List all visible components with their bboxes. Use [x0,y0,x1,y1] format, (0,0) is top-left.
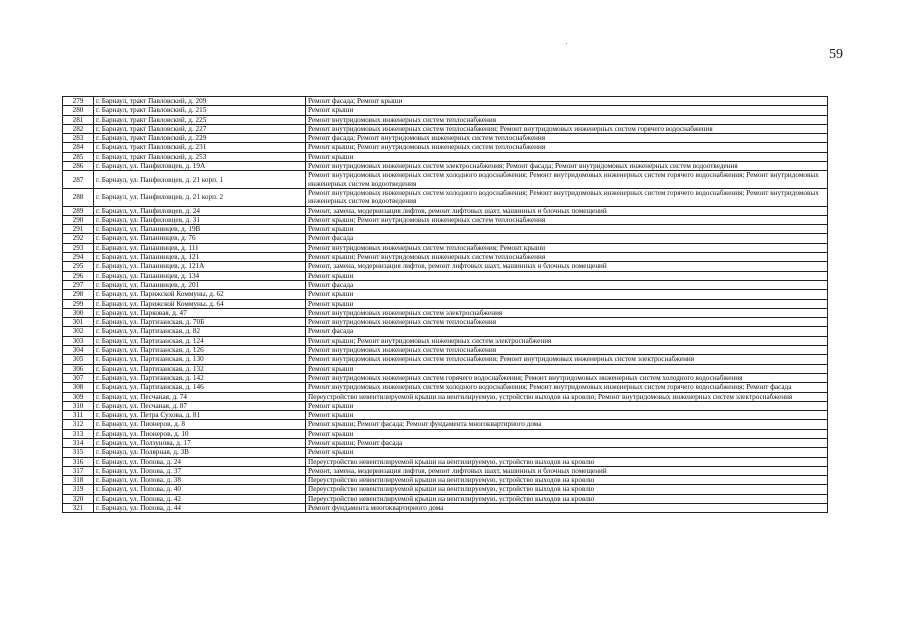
row-number-cell: 293 [63,243,94,252]
table-row [63,336,828,345]
address-cell: г. Барнаул, ул. Попова, д. 42 [94,494,306,503]
row-number-cell: 281 [63,115,94,124]
work-type-cell: Ремонт крыши [306,225,828,234]
row-number-cell: 284 [63,143,94,152]
address-cell: г. Барнаул, ул. Парижской Коммуны, д. 64 [94,299,306,308]
work-type-cell: Ремонт крыши; Ремонт внутридомовых инженерных систем теплоснабжения [306,143,828,152]
table-row [63,97,828,106]
work-type-cell: Ремонт внутридомовых инженерных систем теплоснабжения; Ремонт внутридомовых инженерных систем горячего водоснабжения [306,124,828,133]
row-number-cell: 298 [63,290,94,299]
address-cell: г. Барнаул, ул. Полярная, д. 3В [94,448,306,457]
work-type-cell: Переустройство невентилируемой крыши на вентилируемую, устройство выходов на кровлю [306,485,828,494]
work-type-cell: Ремонт крыши [306,106,828,115]
row-number-cell: 294 [63,253,94,262]
row-number-cell: 301 [63,318,94,327]
address-cell: г. Барнаул, ул. Песчаная, д. 87 [94,401,306,410]
address-cell: г. Барнаул, ул. Петра Сухова, д. 81 [94,411,306,420]
row-number-cell: 280 [63,106,94,115]
table-row [63,383,828,392]
row-number-cell: 292 [63,234,94,243]
address-cell: г. Барнаул, ул. Партизанская, д. 70Б [94,318,306,327]
table-row [63,494,828,503]
table-row [63,215,828,224]
row-number-cell: 313 [63,429,94,438]
address-cell: г. Барнаул, ул. Панфиловцев, д. 24 [94,206,306,215]
table-row [63,318,828,327]
work-type-cell: Ремонт внутридомовых инженерных систем теплоснабжения [306,115,828,124]
work-type-cell: Ремонт крыши; Ремонт внутридомовых инженерных систем теплоснабжения [306,215,828,224]
row-number-cell: 296 [63,271,94,280]
table-row [63,411,828,420]
row-number-cell: 279 [63,97,94,106]
work-type-cell: Ремонт крыши [306,152,828,161]
address-cell: г. Барнаул, ул. Папанинцев, д. 201 [94,280,306,289]
address-cell: г. Барнаул, ул. Парковая, д. 47 [94,308,306,317]
table-row [63,262,828,271]
address-cell: г. Барнаул, ул. Папанинцев, д. 111 [94,243,306,252]
row-number-cell: 295 [63,262,94,271]
address-cell: г. Барнаул, ул. Попова, д. 40 [94,485,306,494]
address-cell: г. Барнаул, ул. Панфиловцев, д. 19А [94,162,306,171]
work-type-cell: Ремонт крыши; Ремонт внутридомовых инженерных систем электроснабжения [306,336,828,345]
table-row [63,106,828,115]
table-row [63,152,828,161]
work-type-cell: Ремонт внутридомовых инженерных систем электроснабжения; Ремонт фасада; Ремонт внутридомовых инженерных систем водоотведения [306,162,828,171]
work-type-cell: Ремонт, замена, модернизация лифтов, ремонт лифтовых шахт, машинных и блочных помещений [306,466,828,475]
address-cell: г. Барнаул, ул. Попова, д. 38 [94,476,306,485]
address-cell: г. Барнаул, ул. Попова, д. 37 [94,466,306,475]
address-cell: г. Барнаул, тракт Павловский, д. 215 [94,106,306,115]
work-type-cell: Ремонт крыши; Ремонт фасада [306,438,828,447]
work-type-cell: Ремонт внутридомовых инженерных систем холодного водоснабжения; Ремонт внутридомовых инженерных систем горячего водоснабжения; Ремонт внутридомовых инженерных систем водоотведения [306,171,828,189]
work-type-cell: Переустройство невентилируемой крыши на вентилируемую, устройство выходов на кровлю; Ремонт внутридомовых инженерных систем электроснабжения [306,392,828,401]
row-number-cell: 304 [63,346,94,355]
table-row [63,299,828,308]
address-cell: г. Барнаул, ул. Пионеров, д. 10 [94,429,306,438]
row-number-cell: 287 [63,171,94,189]
work-type-cell: Переустройство невентилируемой крыши на вентилируемую, устройство выходов на кровлю [306,494,828,503]
work-type-cell: Ремонт крыши [306,448,828,457]
row-number-cell: 306 [63,364,94,373]
address-cell: г. Барнаул, ул. Папанинцев, д. 19В [94,225,306,234]
work-type-cell: Переустройство невентилируемой крыши на вентилируемую, устройство выходов на кровлю [306,476,828,485]
address-cell: г. Барнаул, ул. Попова, д. 24 [94,457,306,466]
scan-speck [566,43,567,44]
row-number-cell: 315 [63,448,94,457]
table-row [63,124,828,133]
table-row [63,448,828,457]
address-cell: г. Барнаул, ул. Папанинцев, д. 121А [94,262,306,271]
address-cell: г. Барнаул, ул. Папанинцев, д. 76 [94,234,306,243]
row-number-cell: 308 [63,383,94,392]
table-row [63,346,828,355]
work-type-cell: Ремонт крыши [306,401,828,410]
table-row [63,115,828,124]
table-row [63,134,828,143]
row-number-cell: 314 [63,438,94,447]
work-type-cell: Ремонт внутридомовых инженерных систем теплоснабжения [306,318,828,327]
table-row [63,280,828,289]
address-cell: г. Барнаул, ул. Парижской Коммуны, д. 62 [94,290,306,299]
row-number-cell: 312 [63,420,94,429]
table-row [63,327,828,336]
table-row [63,162,828,171]
work-type-cell: Ремонт крыши; Ремонт внутридомовых инженерных систем теплоснабжения [306,253,828,262]
table-row [63,355,828,364]
row-number-cell: 283 [63,134,94,143]
work-type-cell: Ремонт внутридомовых инженерных систем теплоснабжения; Ремонт крыши [306,243,828,252]
row-number-cell: 310 [63,401,94,410]
table-row [63,364,828,373]
address-cell: г. Барнаул, тракт Павловский, д. 209 [94,97,306,106]
address-cell: г. Барнаул, ул. Партизанская, д. 82 [94,327,306,336]
work-type-cell: Ремонт внутридомовых инженерных систем горячего водоснабжения; Ремонт внутридомовых инженерных систем холодного водоснабжения [306,373,828,382]
address-cell: г. Барнаул, ул. Панфиловцев, д. 31 [94,215,306,224]
table-row [63,429,828,438]
address-cell: г. Барнаул, тракт Павловский, д. 229 [94,134,306,143]
table-row [63,225,828,234]
work-type-cell: Ремонт крыши [306,364,828,373]
work-type-cell: Переустройство невентилируемой крыши на вентилируемую, устройство выходов на кровлю [306,457,828,466]
work-type-cell: Ремонт крыши [306,271,828,280]
work-type-cell: Ремонт фасада; Ремонт крыши [306,97,828,106]
work-type-cell: Ремонт внутридомовых инженерных систем теплоснабжения; Ремонт внутридомовых инженерных систем электроснабжения [306,355,828,364]
table-row [63,466,828,475]
address-cell: г. Барнаул, ул. Ползунова, д. 17 [94,438,306,447]
row-number-cell: 311 [63,411,94,420]
row-number-cell: 309 [63,392,94,401]
table-row [63,206,828,215]
address-cell: г. Барнаул, ул. Панфиловцев, д. 21 корп. 1 [94,171,306,189]
address-cell: г. Барнаул, тракт Павловский, д. 227 [94,124,306,133]
row-number-cell: 318 [63,476,94,485]
row-number-cell: 290 [63,215,94,224]
address-cell: г. Барнаул, ул. Панфиловцев, д. 21 корп. 2 [94,188,306,206]
row-number-cell: 303 [63,336,94,345]
work-type-cell: Ремонт, замена, модернизация лифтов, ремонт лифтовых шахт, машинных и блочных помещений [306,262,828,271]
row-number-cell: 286 [63,162,94,171]
work-type-cell: Ремонт внутридомовых инженерных систем электроснабжения [306,308,828,317]
address-cell: г. Барнаул, ул. Попова, д. 44 [94,504,306,513]
table-row [63,420,828,429]
table-row [63,188,828,206]
page-number: 59 [829,47,843,62]
work-type-cell: Ремонт, замена, модернизация лифтов, ремонт лифтовых шахт, машинных и блочных помещений [306,206,828,215]
work-type-cell: Ремонт внутридомовых инженерных систем холодного водоснабжения; Ремонт внутридомовых инженерных систем горячего водоснабжения; Ремонт внутридомовых инженерных систем водоотведения [306,188,828,206]
table-body [63,97,828,513]
table-row [63,271,828,280]
row-number-cell: 307 [63,373,94,382]
row-number-cell: 282 [63,124,94,133]
row-number-cell: 297 [63,280,94,289]
housing-repair-table [62,96,828,513]
row-number-cell: 289 [63,206,94,215]
table-row [63,143,828,152]
address-cell: г. Барнаул, ул. Папанинцев, д. 121 [94,253,306,262]
address-cell: г. Барнаул, ул. Пионеров, д. 8 [94,420,306,429]
address-cell: г. Барнаул, ул. Партизанская, д. 142 [94,373,306,382]
work-type-cell: Ремонт крыши; Ремонт фасада; Ремонт фундамента многоквартирного дома [306,420,828,429]
work-type-cell: Ремонт фасада [306,280,828,289]
address-cell: г. Барнаул, ул. Партизанская, д. 132 [94,364,306,373]
row-number-cell: 321 [63,504,94,513]
row-number-cell: 302 [63,327,94,336]
work-type-cell: Ремонт фундамента многоквартирного дома [306,504,828,513]
address-cell: г. Барнаул, ул. Партизанская, д. 124 [94,336,306,345]
table-row [63,243,828,252]
work-type-cell: Ремонт крыши [306,299,828,308]
work-type-cell: Ремонт фасада [306,234,828,243]
row-number-cell: 299 [63,299,94,308]
row-number-cell: 288 [63,188,94,206]
work-type-cell: Ремонт крыши [306,290,828,299]
table-row [63,234,828,243]
row-number-cell: 320 [63,494,94,503]
row-number-cell: 317 [63,466,94,475]
address-cell: г. Барнаул, ул. Партизанская, д. 146 [94,383,306,392]
row-number-cell: 285 [63,152,94,161]
address-cell: г. Барнаул, ул. Папанинцев, д. 134 [94,271,306,280]
table-row [63,392,828,401]
address-cell: г. Барнаул, ул. Песчаная, д. 74 [94,392,306,401]
work-type-cell: Ремонт внутридомовых инженерных систем теплоснабжения [306,346,828,355]
table-row [63,290,828,299]
table-row [63,253,828,262]
row-number-cell: 316 [63,457,94,466]
row-number-cell: 319 [63,485,94,494]
address-cell: г. Барнаул, тракт Павловский, д. 231 [94,143,306,152]
row-number-cell: 300 [63,308,94,317]
table-row [63,401,828,410]
work-type-cell: Ремонт внутридомовых инженерных систем холодного водоснабжения; Ремонт внутридомовых инженерных систем горячего водоснабжения; Ремонт фасада [306,383,828,392]
address-cell: г. Барнаул, тракт Павловский, д. 225 [94,115,306,124]
table-row [63,504,828,513]
work-type-cell: Ремонт фасада [306,327,828,336]
table-row [63,485,828,494]
work-type-cell: Ремонт крыши [306,429,828,438]
row-number-cell: 305 [63,355,94,364]
work-type-cell: Ремонт фасада; Ремонт внутридомовых инженерных систем теплоснабжения [306,134,828,143]
table-row [63,457,828,466]
table-row [63,476,828,485]
work-type-cell: Ремонт крыши [306,411,828,420]
table-row [63,171,828,189]
row-number-cell: 291 [63,225,94,234]
table-row [63,438,828,447]
address-cell: г. Барнаул, тракт Павловский, д. 253 [94,152,306,161]
table-row [63,373,828,382]
table-row [63,308,828,317]
address-cell: г. Барнаул, ул. Партизанская, д. 126 [94,346,306,355]
address-cell: г. Барнаул, ул. Партизанская, д. 130 [94,355,306,364]
